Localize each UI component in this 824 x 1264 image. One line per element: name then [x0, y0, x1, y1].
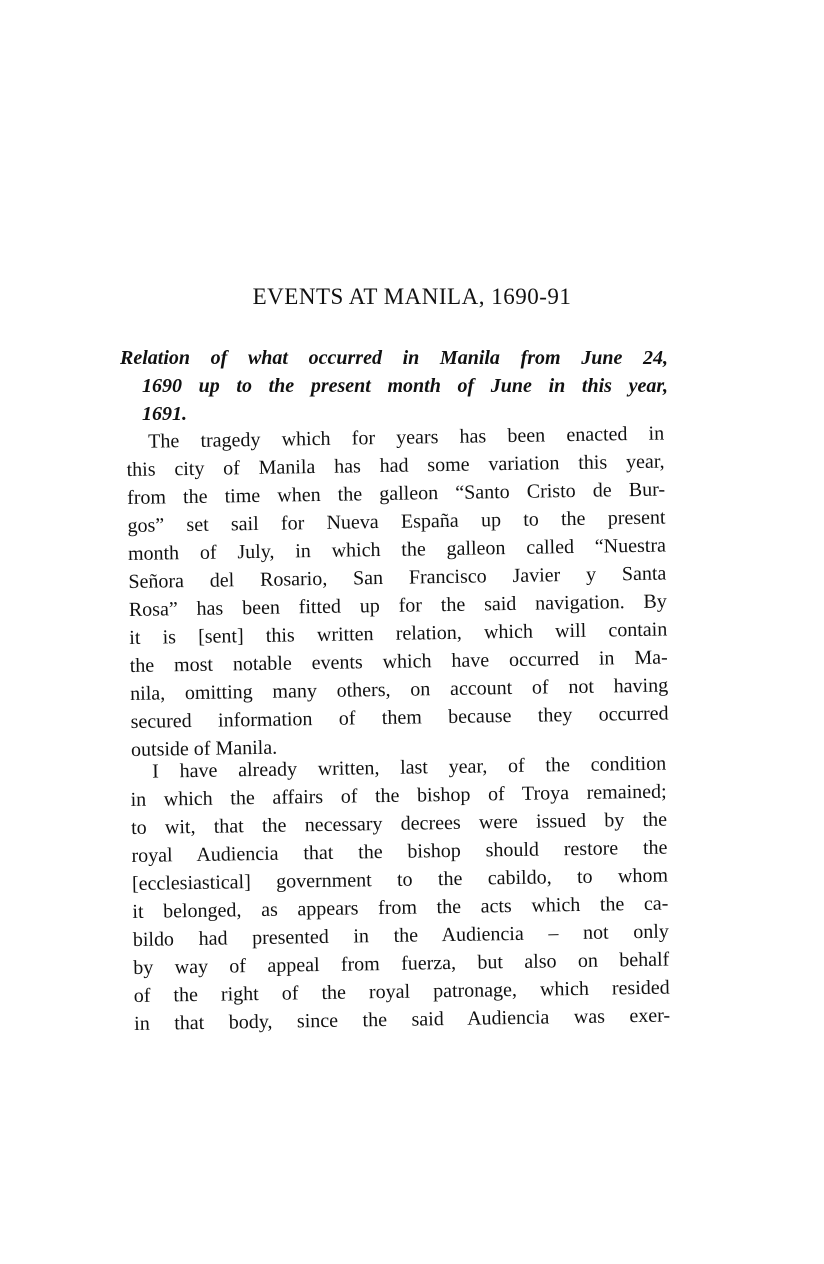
text-line: royal Audiencia that the bishop should restore the [131, 836, 668, 867]
text-line: The tragedy which for years has been enacted in [148, 422, 665, 453]
text-line: it is [sent] this written relation, which will contain [129, 618, 668, 649]
text-line: this city of Manila has had some variation this year, [126, 450, 665, 481]
text-line: month of July, in which the galleon called “Nuestra [127, 534, 667, 565]
text-line: I have already written, last year, of the condition [152, 752, 667, 783]
text-line: secured information of them because they occurred [130, 702, 669, 733]
text-line: the most notable events which have occurred in Ma- [129, 646, 668, 677]
paragraph-1 [126, 420, 669, 764]
text-line: bildo had presented in the Audiencia – not only [132, 920, 669, 951]
text-line: of the right of the royal patronage, which resided [133, 976, 670, 1007]
text-line: Rosa” has been fitted up for the said navigation. By [128, 590, 667, 621]
text-line: outside of Manila. [130, 736, 278, 761]
text-line: gos” set sail for Nueva España up to the present [127, 506, 666, 537]
chapter-title: EVENTS AT MANILA, 1690-91 [252, 284, 572, 309]
text-line: in that body, since the said Audiencia was exer- [134, 1004, 671, 1035]
text-line: by way of appeal from fuerza, but also on behalf [133, 948, 670, 979]
subtitle-line: Relation of what occurred in Manila from June 24, [120, 347, 668, 369]
relation-heading [120, 344, 668, 428]
subtitle-line: 1690 up to the present month of June in this year, [142, 375, 668, 397]
paragraph-2 [130, 750, 670, 1038]
subtitle-line: 1691. [142, 403, 187, 425]
text-line: nila, omitting many others, on account of not having [130, 674, 669, 705]
text-line: from the time when the galleon “Santo Cristo de Bur- [126, 478, 666, 509]
text-line: [ecclesiastical] government to the cabildo, to whom [131, 864, 669, 895]
text-line: to wit, that the necessary decrees were issued by the [130, 808, 668, 839]
text-line: Señora del Rosario, San Francisco Javier y Santa [128, 562, 667, 593]
text-line: in which the affairs of the bishop of Troya remained; [130, 780, 667, 811]
text-line: it belonged, as appears from the acts which the ca- [132, 892, 669, 923]
